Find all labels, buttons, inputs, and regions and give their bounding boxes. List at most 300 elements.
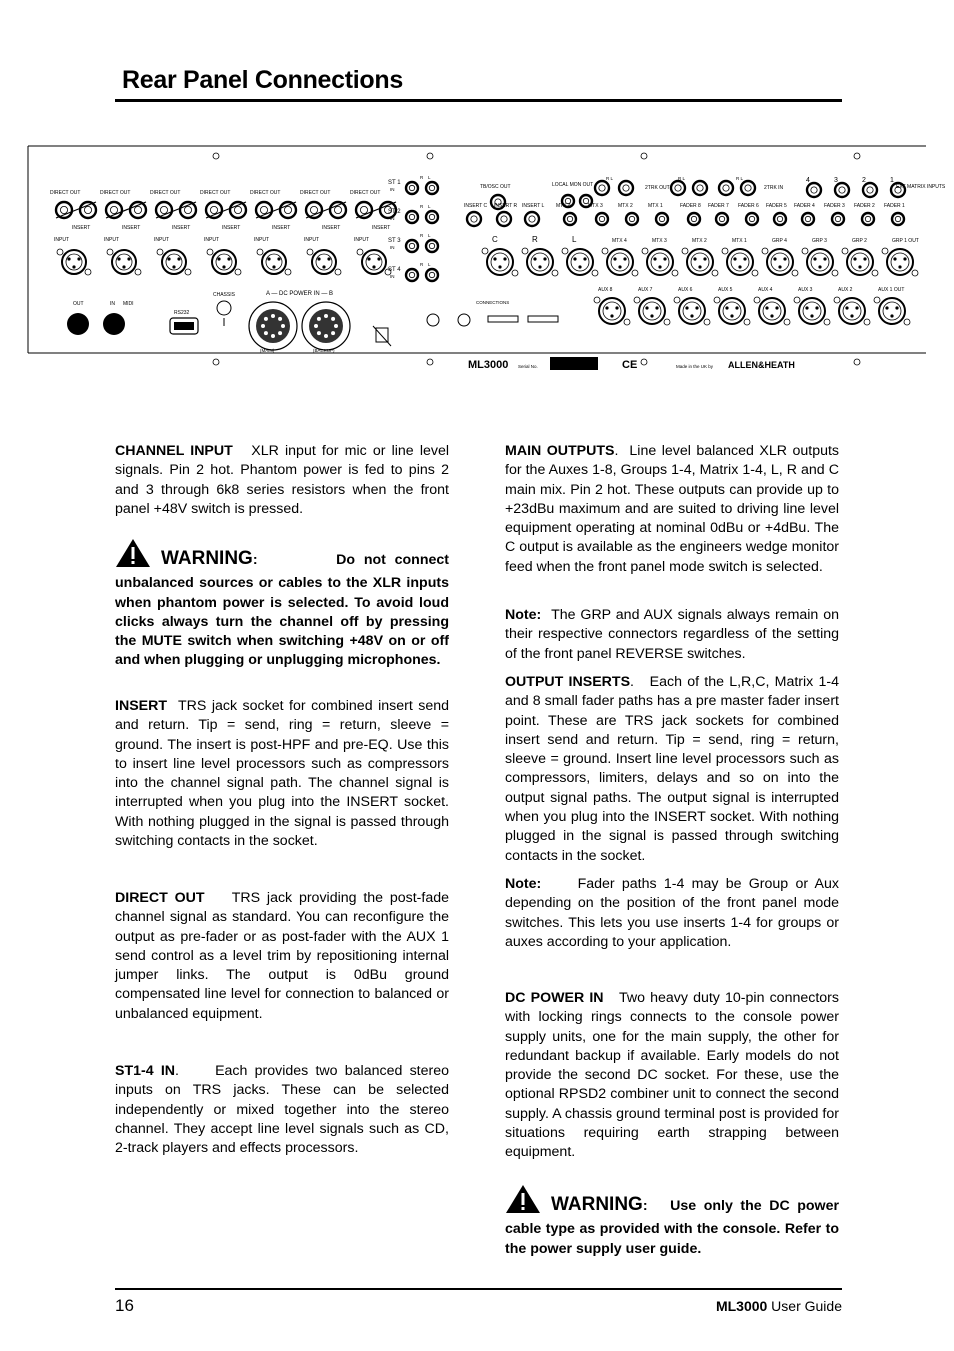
channel-xlr-input-pin	[327, 257, 330, 260]
dc-power-pin	[331, 331, 335, 335]
st-l-jack-hole	[429, 272, 434, 277]
channel-xlr-input-pin	[372, 265, 375, 268]
output-insert-jack-hole	[749, 216, 754, 221]
output-insert-jack-hole	[805, 216, 810, 221]
output-insert-jack	[716, 213, 728, 225]
jack	[693, 181, 707, 195]
direct-out-jack-hole	[310, 206, 317, 213]
channel-xlr-input-pin	[172, 265, 175, 268]
main-output-xlr-pin	[853, 257, 856, 260]
insert-jack-hole	[134, 206, 141, 213]
aux-output-xlr-pin	[605, 306, 608, 309]
input-label: INPUT	[304, 237, 319, 243]
output-insert-jack-hole	[659, 216, 664, 221]
title-rule	[115, 99, 842, 102]
channel-xlr-input-pin	[227, 257, 230, 260]
aux-output-xlr-pin	[810, 314, 813, 317]
st-in-section: ST1-4 IN. Each provides two balanced stereo inputs on TRS jacks. These can be selected independently or mixed together into the stereo channel. They accept line level signals such as CD, 2-track players and effects processors.	[115, 1063, 450, 1157]
main-output-xlr-screw	[592, 270, 598, 276]
jack	[595, 181, 609, 195]
channel-xlr-input-pin	[167, 257, 170, 260]
st-r-jack	[406, 211, 418, 223]
warning-phantom-text: Do not connect unbalanced sources or cables to the XLR inputs when phantom power is selected. To avoid loud clicks always turn the channel off by pressing the MUTE switch when switching +48V on or off and when plugging or unplugging microphones.	[115, 552, 450, 669]
st-l-label: L	[428, 204, 431, 209]
main-insert-jack-hole	[471, 216, 477, 222]
st-in-label: IN	[390, 245, 395, 250]
jack	[719, 181, 733, 195]
insert-jack-hole	[334, 206, 341, 213]
aux-output-xlr-pin	[725, 306, 728, 309]
aux-output-xlr-screw	[714, 297, 720, 303]
main-output-xlr-pin	[818, 265, 821, 268]
output-insert-jack-hole	[719, 216, 724, 221]
insert-label: INSERT	[272, 225, 291, 231]
aux-output-xlr-pin	[730, 314, 733, 317]
main-insert-jack	[467, 212, 481, 226]
connections-label: CONNECTIONS	[476, 300, 510, 305]
main-output-xlr-screw	[712, 270, 718, 276]
ext-matrix-number: 1	[890, 177, 894, 184]
dc-power-pin	[334, 324, 338, 328]
warning-colon: :	[252, 552, 258, 568]
page-title: Rear Panel Connections	[122, 66, 403, 94]
main-insert-jack	[525, 212, 539, 226]
channel-xlr-input-pin	[377, 257, 380, 260]
output-insert-jack	[596, 213, 608, 225]
output-inserts-text: Each of the L,R,C, Matrix 1-4 and 8 small fader paths has a pre master fader insert point. These are TRS jack sockets for combined insert send and return. Tip = send, ring = return, sleeve = ground. Insert line level processors such as compressors, limiters, delays and so on into the output signal paths. The output signal is interrupted when you plug into the INSERT socket. With nothing plugged in the signal is passed through switching contacts in the socket.	[505, 674, 839, 864]
ext-matrix-number: 2	[862, 177, 866, 184]
dc-power-pin	[261, 324, 265, 328]
direct-out-jack	[206, 202, 222, 218]
ext-matrix-label: EXT MATRIX INPUTS	[896, 184, 946, 190]
aux-output-xlr-screw	[864, 319, 870, 325]
direct-out-jack-hole	[360, 206, 367, 213]
dc-power-pin	[281, 324, 285, 328]
jack	[671, 181, 685, 195]
channel-xlr-input-pin	[72, 265, 75, 268]
input-label: INPUT	[154, 237, 169, 243]
aux-output-xlr-screw	[664, 319, 670, 325]
footer-rule	[115, 1288, 842, 1290]
aux-output-xlr-pin	[685, 306, 688, 309]
output-insert-jack-hole	[567, 216, 572, 221]
main-output-xlr-screw	[842, 248, 848, 254]
st-l-jack	[426, 211, 438, 223]
st-r-jack	[406, 240, 418, 252]
output-insert-label: MTX 4	[556, 203, 571, 209]
footer-model: ML3000	[715, 1298, 768, 1314]
main-output-label: C	[492, 235, 498, 244]
serial-plate	[550, 357, 598, 370]
ext-matrix-jack-hole	[839, 187, 845, 193]
insert-jack-hole	[234, 206, 241, 213]
panel-screw-icon	[854, 153, 860, 159]
output-insert-jack-hole	[599, 216, 604, 221]
aux-output-label: AUX 6	[678, 287, 693, 293]
direct-out-jack-hole	[160, 206, 167, 213]
st-l-jack-hole	[429, 243, 434, 248]
input-label: INPUT	[254, 237, 269, 243]
aux-output-xlr-screw	[594, 297, 600, 303]
dc-main-label: (MAIN)	[260, 348, 275, 353]
local-mon-label: LOCAL MON OUT	[552, 182, 594, 188]
made-in-label: Made in the UK by	[676, 364, 714, 369]
output-inserts-section: OUTPUT INSERTS. Each of the L,R,C, Matrix 1-4 and 8 small fader paths has a pre master fader insert point. These are TRS jack sockets for combined insert send and return. Tip = send, ring = return, sleeve = ground. Insert line level processors such as compressors, limiters, delays and so on into the output signal paths. The output signal is interrupted when you plug into the INSERT socket. With nothing plugged in the signal is passed through switching contacts in the socket.	[505, 674, 839, 864]
note-fader-paths-text: Fader paths 1-4 may be Group or Aux depending on the position of the front panel mode switches. This lets you use inserts 1-4 for groups or auxes according to your application.	[505, 876, 839, 950]
channel-xlr-input-pin	[127, 257, 130, 260]
st-in-label: IN	[390, 216, 395, 221]
main-output-xlr-pin	[618, 265, 621, 268]
chassis-label: CHASSIS	[213, 292, 235, 298]
insert-jack	[230, 202, 246, 218]
st-in-label: IN	[390, 187, 395, 192]
midi-label: MIDI	[123, 301, 134, 307]
output-insert-jack	[774, 213, 786, 225]
output-insert-jack-hole	[835, 216, 840, 221]
dc-backup-label: (BACKUP)	[313, 348, 335, 353]
aux-output-label: AUX 8	[598, 287, 613, 293]
output-insert-jack	[892, 213, 904, 225]
aux-output-xlr-pin	[895, 306, 898, 309]
main-output-xlr-pin	[663, 257, 666, 260]
aux-output-xlr-screw	[784, 319, 790, 325]
main-output-xlr-pin	[773, 257, 776, 260]
dc-power-pin	[278, 331, 282, 335]
main-output-xlr-pin	[783, 257, 786, 260]
main-outputs-heading: MAIN OUTPUTS	[505, 443, 615, 459]
aux-output-xlr-screw	[634, 297, 640, 303]
insert-jack	[130, 202, 146, 218]
direct-out-jack	[356, 202, 372, 218]
dc-power-pin	[264, 331, 268, 335]
direct-out-jack	[256, 202, 272, 218]
channel-xlr-input-pin	[67, 257, 70, 260]
main-output-xlr-screw	[762, 248, 768, 254]
note-fader-paths	[505, 875, 839, 952]
direct-out-section	[115, 889, 449, 1024]
main-output-xlr-pin	[858, 265, 861, 268]
aux-output-xlr-pin	[735, 306, 738, 309]
output-insert-jack-hole	[895, 216, 900, 221]
aux-output-label: AUX 4	[758, 287, 773, 293]
output-insert-label: FADER 1	[884, 203, 905, 209]
insert-label: INSERT	[372, 225, 391, 231]
channel-xlr-input-screw	[207, 249, 213, 255]
channel-input-text: XLR input for mic or line level signals. Pin 2 hot. Phantom power is fed to pins 2 and 3 through 6k8 series resistors when the front panel +48V switch is pressed.	[115, 443, 450, 517]
main-output-label: GRP 3	[812, 238, 827, 244]
output-insert-jack-hole	[865, 216, 870, 221]
main-insert-jack	[497, 212, 511, 226]
jack-link	[56, 202, 96, 218]
two-trk-rl-label: R L	[678, 176, 686, 181]
insert-label: INSERT	[122, 225, 141, 231]
output-insert-label: FADER 7	[708, 203, 729, 209]
warning-dc-cable	[505, 1184, 839, 1259]
aux-output-xlr-pin	[885, 306, 888, 309]
aux-output-xlr-screw	[744, 319, 750, 325]
rear-panel-drawing	[28, 146, 946, 378]
direct-out-jack	[156, 202, 172, 218]
direct-out-jack	[106, 202, 122, 218]
main-output-xlr-pin	[893, 257, 896, 260]
main-output-xlr-pin	[583, 257, 586, 260]
input-label: INPUT	[104, 237, 119, 243]
channel-xlr-input-pin	[117, 257, 120, 260]
main-insert-jack-hole	[501, 216, 507, 222]
channel-xlr-input-pin	[317, 257, 320, 260]
main-output-xlr-pin	[578, 265, 581, 268]
main-output-xlr-pin	[533, 257, 536, 260]
output-insert-label: INSERT R	[494, 203, 518, 209]
ext-matrix-number: 3	[834, 177, 838, 184]
channel-xlr-input-screw	[135, 269, 141, 275]
aux-output-label: AUX 3	[798, 287, 813, 293]
insert-jack-hole	[284, 206, 291, 213]
jack-hole	[697, 185, 703, 191]
output-insert-jack	[656, 213, 668, 225]
aux-output-xlr-pin	[850, 314, 853, 317]
st-l-jack-hole	[429, 214, 434, 219]
main-output-xlr-screw	[632, 270, 638, 276]
output-insert-label: INSERT L	[522, 203, 545, 209]
st-r-jack	[406, 269, 418, 281]
st-l-jack	[426, 182, 438, 194]
brand-logo: ALLEN&HEATH	[728, 360, 795, 370]
channel-xlr-input-screw	[157, 249, 163, 255]
dc-power-pin	[314, 324, 318, 328]
output-insert-label: INSERT C	[464, 203, 488, 209]
main-output-xlr-pin	[653, 257, 656, 260]
main-output-xlr-screw	[552, 270, 558, 276]
st-r-label: R	[420, 233, 424, 238]
model-label: ML3000	[468, 359, 509, 371]
aux-output-xlr-pin	[890, 314, 893, 317]
aux-output-xlr-pin	[775, 306, 778, 309]
channel-input-section	[115, 442, 449, 519]
channel-xlr-input-screw	[57, 249, 63, 255]
insert-jack	[330, 202, 346, 218]
channel-xlr-input-pin	[177, 257, 180, 260]
channel-xlr-input-screw	[285, 269, 291, 275]
direct-out-jack	[56, 202, 72, 218]
two-trk-in-label: 2TRK IN	[764, 185, 784, 191]
midi-in-socket	[103, 313, 125, 335]
channel-xlr-input-screw	[235, 269, 241, 275]
main-output-label: MTX 2	[692, 238, 707, 244]
insert-text: TRS jack socket for combined insert send and return. Tip = send, ring = return, sleeve = ground. The insert is post-HPF and pre-EQ. Use this to insert line level processors such as compressors into the channel signal path. The channel signal is interrupted when you plug into the INSERT socket. With nothing plugged in the signal is passed through switching contacts in the socket.	[115, 698, 450, 850]
channel-xlr-input-screw	[357, 249, 363, 255]
main-output-label: R	[532, 235, 538, 244]
midi-out-socket	[67, 313, 89, 335]
aux-output-xlr-screw	[794, 297, 800, 303]
output-insert-label: FADER 5	[766, 203, 787, 209]
warning-label: WARNING	[161, 548, 253, 569]
output-insert-jack	[564, 213, 576, 225]
st-l-label: L	[428, 262, 431, 267]
channel-xlr-input-screw	[107, 249, 113, 255]
output-insert-jack-hole	[629, 216, 634, 221]
midi-out-label: OUT	[73, 301, 84, 307]
output-insert-jack-hole	[691, 216, 696, 221]
note-heading: Note:	[505, 607, 542, 623]
direct-out-jack	[306, 202, 322, 218]
two-trk-in-rl-label: R L	[736, 176, 744, 181]
output-insert-jack	[688, 213, 700, 225]
main-output-xlr-pin	[573, 257, 576, 260]
main-output-xlr-pin	[498, 265, 501, 268]
dc-power-section	[505, 989, 839, 1163]
connections-plug-icon	[528, 316, 558, 322]
direct-out-label: DIRECT OUT	[100, 190, 131, 196]
dc-power-text: Two heavy duty 10-pin connectors with locking rings connects to the console power supply units, one for the main supply, the other for redundant backup if available. Early models do not provide the second DC socket. For these, use the optional RPSD2 combiner unit to connect the second supply. A chassis ground terminal post is provided for situations requiring earth strapping between equipment.	[505, 990, 839, 1161]
aux-output-label: AUX 2	[838, 287, 853, 293]
dc-power-pin	[331, 317, 335, 321]
main-outputs-section: MAIN OUTPUTS. Line level balanced XLR outputs for the Auxes 1-8, Groups 1-4, Matrix 1-4, L, R and C main mix. Pin 2 hot. These outputs can provide up to +23dBu maximum and are suited to driving line level equipment operating at nominal 0dBu or +4dBu. The C output is available as the engineers wedge monitor feed when the front panel mode switch is selected.	[505, 443, 840, 575]
channel-xlr-input-screw	[335, 269, 341, 275]
dc-power-pin	[317, 317, 321, 321]
main-output-xlr-pin	[698, 265, 701, 268]
ext-matrix-jack	[835, 183, 849, 197]
st-input-label: ST 4	[388, 267, 401, 273]
ext-matrix-jack-hole	[867, 187, 873, 193]
jack-hole	[675, 185, 681, 191]
channel-xlr-input-pin	[322, 265, 325, 268]
main-output-xlr-pin	[703, 257, 706, 260]
ext-matrix-jack	[807, 183, 821, 197]
st-in-heading: ST1-4 IN	[115, 1063, 176, 1079]
connections-xlr-icon	[427, 314, 439, 326]
panel-screw-icon	[213, 153, 219, 159]
insert-jack	[180, 202, 196, 218]
tb-osc-label: TB/OSC OUT	[480, 184, 511, 190]
channel-xlr-input-screw	[307, 249, 313, 255]
connections-plug-icon	[488, 316, 518, 322]
rs232-label: RS232	[174, 310, 190, 316]
dc-power-pin	[271, 314, 275, 318]
channel-xlr-input-pin	[272, 265, 275, 268]
aux-output-xlr-screw	[874, 297, 880, 303]
st-input-label: ST 1	[388, 180, 401, 186]
main-output-xlr-pin	[823, 257, 826, 260]
output-insert-jack	[832, 213, 844, 225]
main-output-xlr-screw	[832, 270, 838, 276]
dc-power-pin	[271, 334, 275, 338]
channel-xlr-input-screw	[257, 249, 263, 255]
main-output-xlr-screw	[672, 270, 678, 276]
dc-power-pin	[264, 317, 268, 321]
input-label: INPUT	[354, 237, 369, 243]
insert-section	[115, 697, 449, 851]
main-output-xlr-screw	[682, 248, 688, 254]
dc-power-pin	[278, 317, 282, 321]
panel-screw-icon	[213, 359, 219, 365]
direct-out-label: DIRECT OUT	[350, 190, 381, 196]
aux-output-xlr-pin	[695, 306, 698, 309]
dc-power-pin	[317, 331, 321, 335]
main-output-xlr-screw	[882, 248, 888, 254]
insert-heading: INSERT	[115, 698, 168, 714]
main-output-xlr-pin	[898, 265, 901, 268]
channel-xlr-input-pin	[122, 265, 125, 268]
channel-xlr-input-pin	[222, 265, 225, 268]
aux-output-xlr-screw	[834, 297, 840, 303]
insert-jack	[280, 202, 296, 218]
main-output-xlr-screw	[562, 248, 568, 254]
output-insert-label: MTX 3	[588, 203, 603, 209]
jack-link	[206, 202, 246, 218]
st-r-label: R	[420, 204, 424, 209]
insert-label: INSERT	[72, 225, 91, 231]
output-insert-label: FADER 3	[824, 203, 845, 209]
aux-output-xlr-screw	[674, 297, 680, 303]
note-heading: Note:	[505, 876, 542, 892]
st-l-jack	[426, 269, 438, 281]
aux-output-label: AUX 7	[638, 287, 653, 293]
direct-out-text: TRS jack providing the post-fade channel signal as standard. You can reconfigure the output as pre-fader or as post-fader with the AUX 1 send control as a level trim by repositioning internal jumper links. The output is 0dBu ground compensated line level for connection to balanced or unbalanced equipment.	[115, 890, 449, 1022]
channel-xlr-input-pin	[77, 257, 80, 260]
warning-triangle-icon	[115, 538, 151, 574]
insert-jack-hole	[84, 206, 91, 213]
output-insert-label: FADER 6	[738, 203, 759, 209]
jack	[619, 181, 633, 195]
chassis-ground-post	[217, 301, 231, 315]
st-l-label: L	[428, 233, 431, 238]
output-insert-label: FADER 2	[854, 203, 875, 209]
main-output-xlr-pin	[813, 257, 816, 260]
main-output-xlr-pin	[903, 257, 906, 260]
rs232-port-inner	[174, 322, 194, 330]
main-output-xlr-pin	[693, 257, 696, 260]
main-output-xlr-pin	[738, 265, 741, 268]
page-number: 16	[115, 1296, 134, 1315]
main-output-xlr-screw	[642, 248, 648, 254]
direct-out-jack-hole	[110, 206, 117, 213]
insert-label: INSERT	[172, 225, 191, 231]
output-insert-jack	[802, 213, 814, 225]
channel-xlr-input-screw	[185, 269, 191, 275]
insert-jack-hole	[184, 206, 191, 213]
main-output-xlr-pin	[613, 257, 616, 260]
main-output-xlr-pin	[623, 257, 626, 260]
st-in-label: IN	[390, 274, 395, 279]
serial-label: Serial No.	[518, 364, 538, 369]
warning-colon: :	[642, 1198, 648, 1214]
main-output-xlr-pin	[538, 265, 541, 268]
st-r-jack	[406, 182, 418, 194]
st-r-jack-hole	[409, 272, 414, 277]
aux-output-xlr-screw	[704, 319, 710, 325]
aux-output-xlr-screw	[824, 319, 830, 325]
warning-phantom	[115, 538, 449, 671]
direct-out-jack-hole	[260, 206, 267, 213]
aux-output-label: AUX 1 OUT	[878, 287, 905, 293]
direct-out-label: DIRECT OUT	[150, 190, 181, 196]
insert-label: INSERT	[322, 225, 341, 231]
direct-out-label: DIRECT OUT	[200, 190, 231, 196]
jack-hole	[599, 185, 605, 191]
output-insert-jack	[626, 213, 638, 225]
panel-screw-icon	[641, 153, 647, 159]
panel-screw-icon	[641, 359, 647, 365]
main-output-xlr-screw	[482, 248, 488, 254]
main-output-xlr-pin	[733, 257, 736, 260]
main-output-label: MTX 1	[732, 238, 747, 244]
aux-output-xlr-pin	[615, 306, 618, 309]
panel-screw-icon	[427, 153, 433, 159]
channel-xlr-input-pin	[217, 257, 220, 260]
direct-out-label: DIRECT OUT	[300, 190, 331, 196]
channel-input-heading: CHANNEL INPUT	[115, 443, 233, 459]
